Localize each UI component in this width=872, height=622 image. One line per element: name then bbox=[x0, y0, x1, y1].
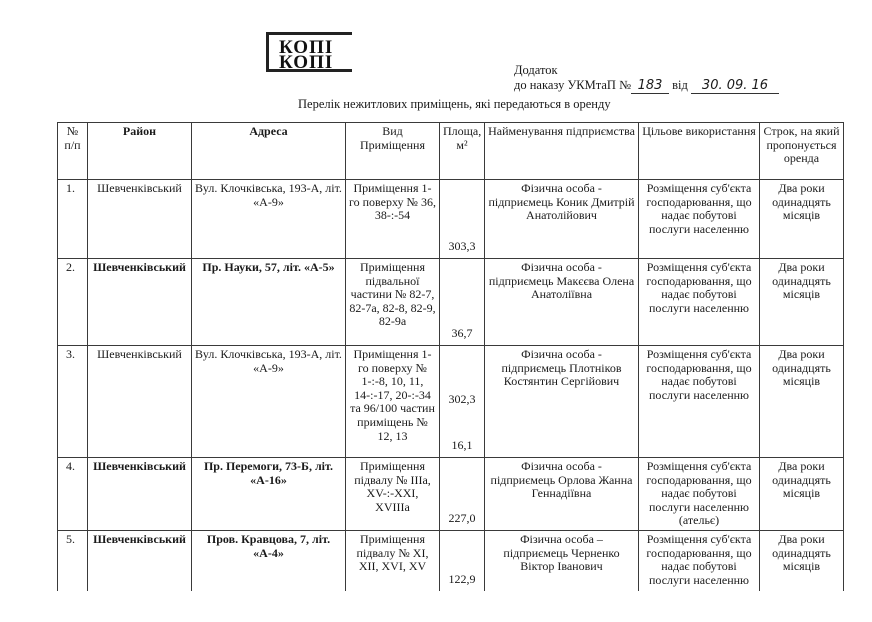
row-purpose: Розміщення суб'єкта господарювання, що надає побутові послуги населенню bbox=[639, 531, 760, 592]
header-area: Площа, м² bbox=[440, 123, 485, 180]
row-premise: Приміщення підвалу № XI, XII, XVI, XV bbox=[346, 531, 440, 592]
appendix-block bbox=[514, 63, 779, 94]
document-heading: Перелік нежитлових приміщень, які передаються в оренду bbox=[298, 97, 611, 111]
header-address: Адреса bbox=[192, 123, 346, 180]
row-address: Пр. Науки, 57, літ. «А-5» bbox=[192, 259, 346, 346]
row-enterprise: Фізична особа - підприємець Коник Дмитрій Анатолійович bbox=[485, 180, 639, 259]
row-term: Два роки одинадцять місяців bbox=[760, 531, 844, 592]
row-area: 122,9 bbox=[440, 531, 485, 592]
row-area: 36,7 bbox=[440, 259, 485, 346]
order-prefix: до наказу УКМтаП № bbox=[514, 78, 631, 92]
row-area-extra: 16,1 bbox=[451, 438, 473, 453]
appendix-title: Додаток bbox=[514, 63, 558, 77]
date-prefix: від bbox=[672, 78, 688, 92]
row-enterprise: Фізична особа - підприємець Макєєва Олена Анатоліївна bbox=[485, 259, 639, 346]
row-district: Шевченківський bbox=[88, 458, 192, 531]
row-term: Два роки одинадцять місяців bbox=[760, 259, 844, 346]
row-term: Два роки одинадцять місяців bbox=[760, 458, 844, 531]
table-row bbox=[58, 458, 844, 531]
row-enterprise: Фізична особа – підприємець Черненко Віктор Іванович bbox=[485, 531, 639, 592]
row-enterprise: Фізична особа - підприємець Орлова Жанна Геннадіївна bbox=[485, 458, 639, 531]
row-purpose: Розміщення суб'єкта господарювання, що надає побутові послуги населенню bbox=[639, 259, 760, 346]
row-address: Пров. Кравцова, 7, літ. «А-4» bbox=[192, 531, 346, 592]
row-num: 1. bbox=[58, 180, 88, 259]
row-num: 3. bbox=[58, 346, 88, 458]
row-address: Пр. Перемоги, 73-Б, літ. «А-16» bbox=[192, 458, 346, 531]
order-number: 183 bbox=[631, 78, 669, 94]
row-area: 303,3 bbox=[440, 180, 485, 259]
row-num: 5. bbox=[58, 531, 88, 592]
row-premise: Приміщення 1-го поверху № 1-:-8, 10, 11, 14-:-17, 20-:-34 та 96/100 частин приміщень № 12, 13 bbox=[346, 346, 440, 458]
header-term: Строк, на який пропонується оренда bbox=[760, 123, 844, 180]
row-num: 2. bbox=[58, 259, 88, 346]
row-num: 4. bbox=[58, 458, 88, 531]
header-purpose: Цільове використання bbox=[639, 123, 760, 180]
row-district: Шевченківський bbox=[88, 531, 192, 592]
row-area: 227,0 bbox=[440, 458, 485, 531]
header-num: № п/п bbox=[58, 123, 88, 180]
row-premise: Приміщення підвальної частини № 82-7, 82-7а, 82-8, 82-9, 82-9а bbox=[346, 259, 440, 346]
row-address: Вул. Клочківська, 193-А, літ. «А-9» bbox=[192, 346, 346, 458]
row-purpose: Розміщення суб'єкта господарювання, що надає побутові послуги населенню (ательє) bbox=[639, 458, 760, 531]
row-enterprise: Фізична особа - підприємець Плотніков Костянтин Сергійович bbox=[485, 346, 639, 458]
row-district: Шевченківський bbox=[88, 180, 192, 259]
row-premise: Приміщення 1-го поверху № 36, 38-:-54 bbox=[346, 180, 440, 259]
premises-table bbox=[57, 122, 844, 591]
row-address: Вул. Клочківська, 193-А, літ. «А-9» bbox=[192, 180, 346, 259]
row-term: Два роки одинадцять місяців bbox=[760, 346, 844, 458]
table-row bbox=[58, 259, 844, 346]
table-header-row bbox=[58, 123, 844, 180]
appendix-order-line bbox=[514, 78, 779, 94]
stamp-line-1: КОПІ bbox=[279, 37, 334, 58]
copy-stamp bbox=[266, 32, 352, 72]
header-premise: Вид Приміщення bbox=[346, 123, 440, 180]
header-enterprise: Найменування підприємства bbox=[485, 123, 639, 180]
row-premise: Приміщення підвалу № IIIа, XV-:-XXI, XVIIIа bbox=[346, 458, 440, 531]
order-date: 30. 09. 16 bbox=[691, 78, 779, 94]
header-district: Район bbox=[88, 123, 192, 180]
table-row bbox=[58, 531, 844, 592]
table-row bbox=[58, 180, 844, 259]
row-term: Два роки одинадцять місяців bbox=[760, 180, 844, 259]
row-purpose: Розміщення суб'єкта господарювання, що надає побутові послуги населенню bbox=[639, 180, 760, 259]
row-area bbox=[440, 346, 485, 458]
table-row bbox=[58, 346, 844, 458]
row-purpose: Розміщення суб'єкта господарювання, що надає побутові послуги населенню bbox=[639, 346, 760, 458]
row-area-main: 302,3 bbox=[448, 392, 476, 406]
row-district: Шевченківський bbox=[88, 259, 192, 346]
row-district: Шевченківський bbox=[88, 346, 192, 458]
stamp-line-2: КОПІ bbox=[279, 52, 334, 72]
